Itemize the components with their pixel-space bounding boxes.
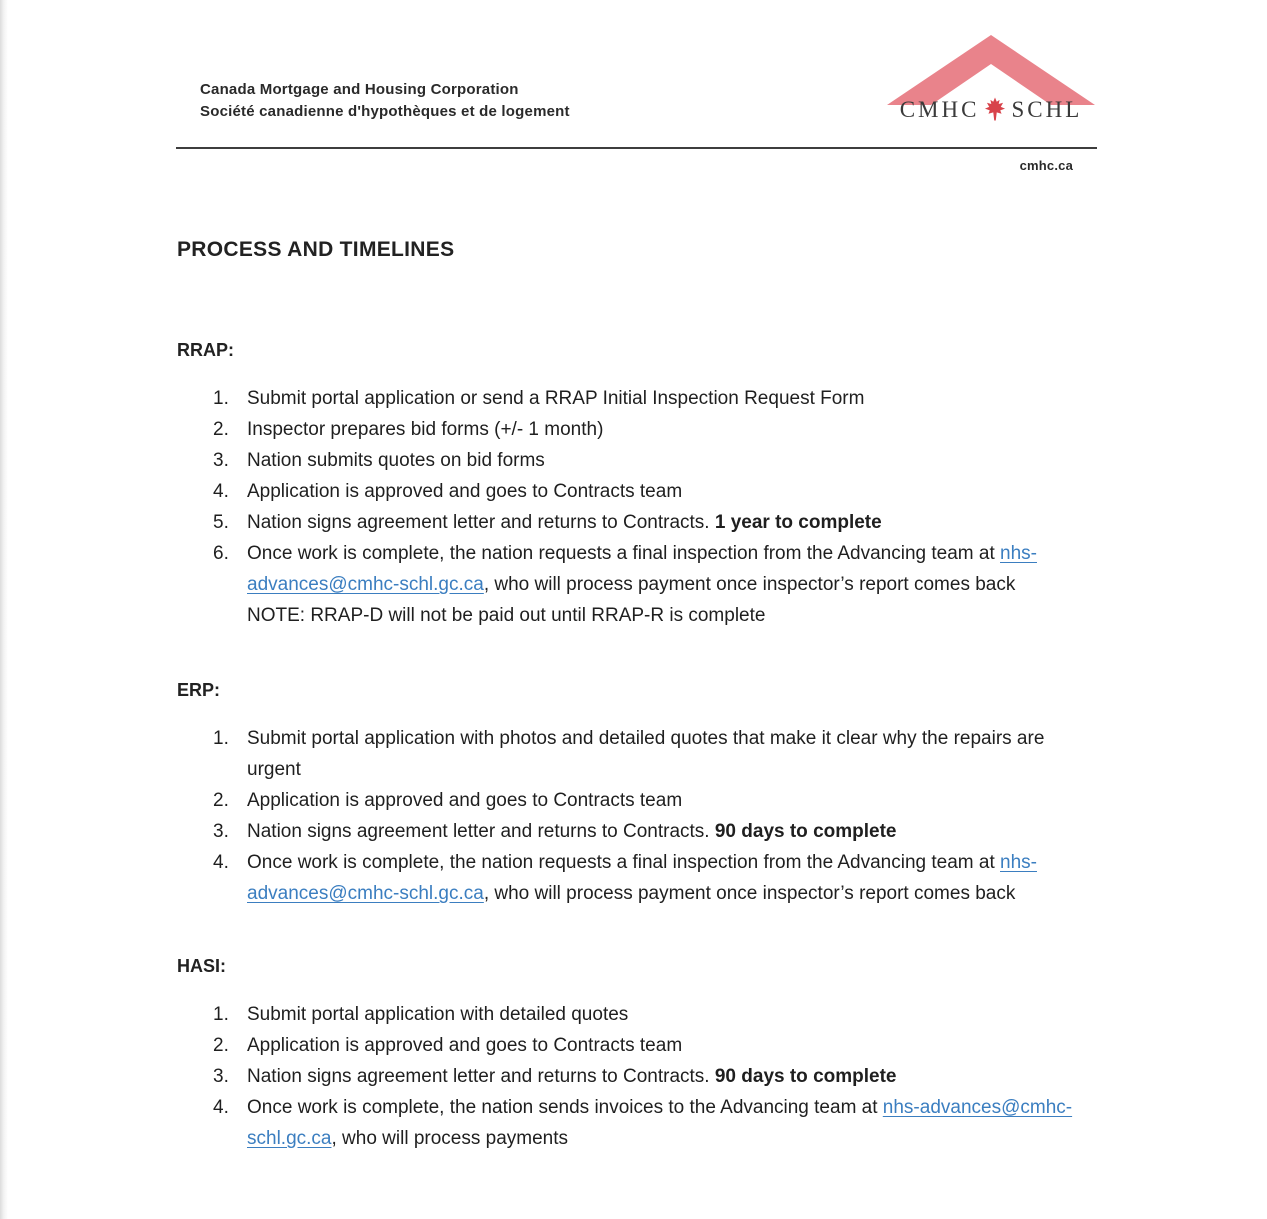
list-item-text-tail: , who will process payments <box>331 1128 569 1149</box>
list-item-number: 4. <box>213 481 229 502</box>
website-link[interactable]: cmhc.ca <box>1019 158 1073 173</box>
list-item <box>213 816 1097 847</box>
email-link[interactable]: nhs-advances@cmhc-schl.gc.ca <box>247 543 1037 595</box>
list-item <box>213 999 1097 1030</box>
list-item-text: Nation submits quotes on bid forms <box>247 450 545 471</box>
list-item-text <box>247 816 1097 847</box>
rrap-note: NOTE: RRAP-D will not be paid out until RRAP-R is complete <box>247 605 766 626</box>
list-item <box>213 414 1097 445</box>
letterhead-divider <box>176 147 1097 149</box>
list-item-number: 1. <box>213 1004 229 1025</box>
corporation-name <box>200 79 570 123</box>
rrap-steps-list <box>177 383 1097 631</box>
section-heading-erp: ERP: <box>177 680 221 700</box>
list-item-number: 3. <box>213 821 229 842</box>
page-title: PROCESS AND TIMELINES <box>177 238 455 261</box>
section-heading-hasi: HASI: <box>177 956 226 976</box>
list-item-text: Inspector prepares bid forms (+/- 1 month) <box>247 419 604 440</box>
list-item-text: Submit portal application or send a RRAP Initial Inspection Request Form <box>247 388 865 409</box>
list-item-number: 6. <box>213 543 229 564</box>
list-item-text: Application is approved and goes to Contracts team <box>247 1035 683 1056</box>
section-rrap <box>177 340 1097 631</box>
list-item-number: 4. <box>213 1097 229 1118</box>
list-item <box>213 1061 1097 1092</box>
list-item-text-lead: Nation signs agreement letter and returns to Contracts. <box>247 512 715 533</box>
list-item-number: 1. <box>213 728 229 749</box>
list-item <box>213 1092 1097 1154</box>
list-item-text-lead: Nation signs agreement letter and returns to Contracts. <box>247 1066 715 1087</box>
list-item <box>213 476 1097 507</box>
list-item-text <box>247 507 1097 538</box>
hasi-steps-list <box>177 999 1097 1154</box>
deadline-emphasis: 1 year to complete <box>714 512 882 533</box>
list-item-text <box>247 847 1097 909</box>
list-item-number: 4. <box>213 852 229 873</box>
list-item-text <box>247 1092 1097 1154</box>
section-hasi <box>177 956 1097 1154</box>
list-item <box>213 383 1097 414</box>
deadline-emphasis: 90 days to complete <box>714 821 897 842</box>
list-item <box>213 538 1097 631</box>
email-link[interactable]: nhs-advances@cmhc-schl.gc.ca <box>247 1097 1073 1149</box>
maple-leaf-icon <box>984 97 1006 121</box>
logo-cmhc-text: CMHC <box>899 97 980 122</box>
list-item-text-tail: , who will process payment once inspector’s report comes back <box>483 574 1016 595</box>
list-item-text: Application is approved and goes to Contracts team <box>247 481 683 502</box>
logo-schl-text: SCHL <box>1011 97 1083 122</box>
list-item <box>213 847 1097 909</box>
list-item-text-lead: Once work is complete, the nation sends invoices to the Advancing team at <box>247 1097 883 1118</box>
list-item <box>213 445 1097 476</box>
cmhc-logo <box>885 33 1097 123</box>
list-item-number: 5. <box>213 512 229 533</box>
corporation-name-fr: Société canadienne d'hypothèques et de logement <box>200 103 570 120</box>
list-item-number: 1. <box>213 388 229 409</box>
list-item-text <box>247 538 1097 631</box>
list-item-text: Submit portal application with photos and detailed quotes that make it clear why the repairs are urgent <box>247 728 1045 780</box>
list-item <box>213 723 1097 785</box>
list-item-text-lead: Nation signs agreement letter and returns to Contracts. <box>247 821 715 842</box>
list-item-text-tail: , who will process payment once inspector’s report comes back <box>483 883 1016 904</box>
section-heading-rrap: RRAP: <box>177 340 234 360</box>
list-item-text: Application is approved and goes to Contracts team <box>247 790 683 811</box>
section-erp <box>177 680 1097 909</box>
list-item <box>213 1030 1097 1061</box>
list-item-number: 3. <box>213 450 229 471</box>
list-item-number: 2. <box>213 419 229 440</box>
email-link[interactable]: nhs-advances@cmhc-schl.gc.ca <box>247 852 1037 904</box>
list-item-number: 3. <box>213 1066 229 1087</box>
corporation-name-en: Canada Mortgage and Housing Corporation <box>200 81 519 98</box>
list-item-number: 2. <box>213 790 229 811</box>
list-item <box>213 785 1097 816</box>
list-item-number: 2. <box>213 1035 229 1056</box>
deadline-emphasis: 90 days to complete <box>714 1066 897 1087</box>
list-item-text-lead: Once work is complete, the nation requests a final inspection from the Advancing team at <box>247 852 1001 873</box>
list-item-text-lead: Once work is complete, the nation requests a final inspection from the Advancing team at <box>247 543 1001 564</box>
list-item-text <box>247 1061 1097 1092</box>
list-item <box>213 507 1097 538</box>
list-item-text: Submit portal application with detailed quotes <box>247 1004 629 1025</box>
logo-wordmark <box>885 97 1097 123</box>
scan-edge-artifact <box>0 0 8 1219</box>
erp-steps-list <box>177 723 1097 909</box>
